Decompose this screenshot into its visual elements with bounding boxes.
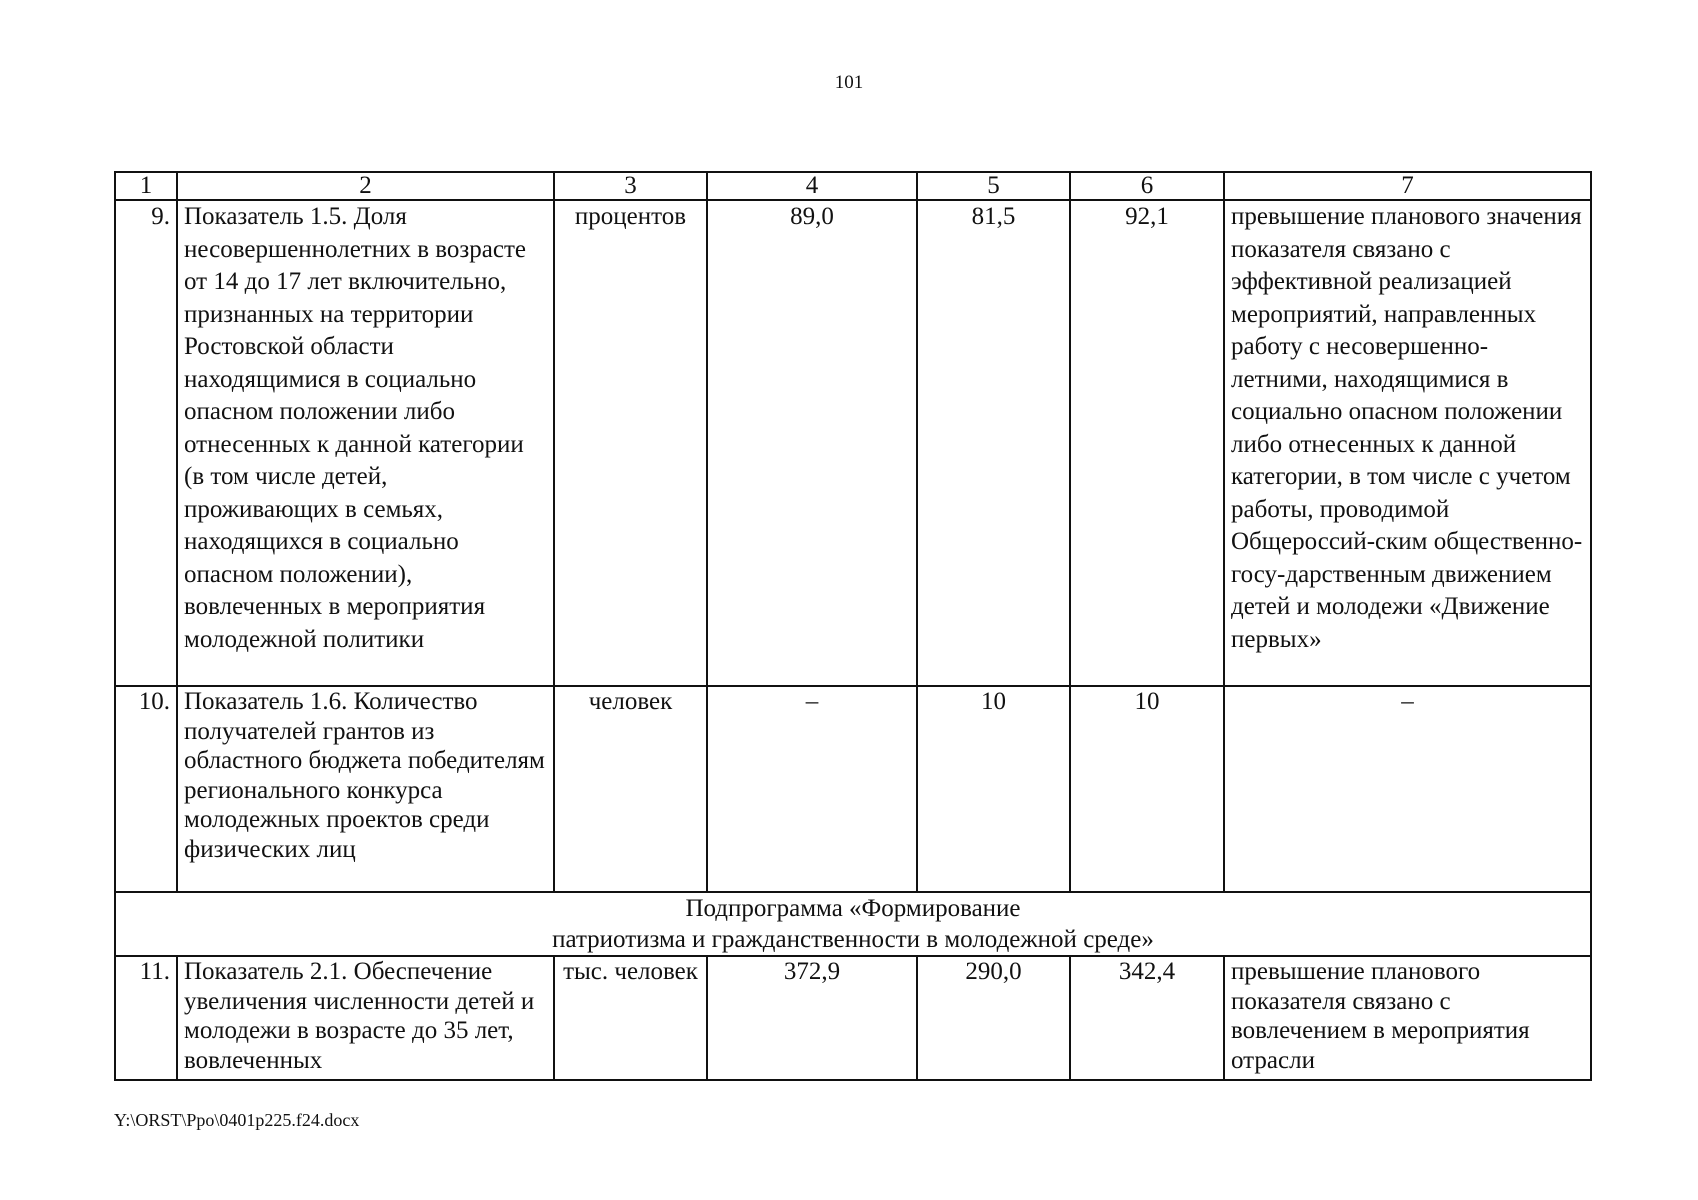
header-cell-4: 4	[707, 172, 917, 200]
column-number-row	[115, 172, 1591, 200]
header-cell-1: 1	[115, 172, 177, 200]
value-col4: –	[707, 686, 917, 892]
footer-file-path: Y:\ORST\Ppo\0401p225.f24.docx	[114, 1110, 360, 1130]
indicator-text: Показатель 1.5. Доля несовершеннолетних в возрасте от 14 до 17 лет включительно, признанных на территории Ростовской области находящимися в социально опасном положении либо отнесенных к данной категории (в том числе детей, проживающих в семьях, находящихся в социально опасном положении), вовлеченных в мероприятия молодежной политики	[177, 200, 554, 686]
header-cell-3: 3	[554, 172, 707, 200]
table-row	[115, 200, 1591, 686]
header-cell-7: 7	[1224, 172, 1591, 200]
value-col5: 10	[917, 686, 1070, 892]
indicators-table	[114, 171, 1592, 1081]
table-row	[115, 686, 1591, 892]
table-row	[115, 956, 1591, 1080]
unit-text: человек	[554, 686, 707, 892]
header-cell-6: 6	[1070, 172, 1224, 200]
section-heading	[115, 892, 1591, 956]
unit-text: тыс. человек	[554, 956, 707, 1080]
indicator-text: Показатель 1.6. Количество получателей грантов из областного бюджета победителям регионального конкурса молодежных проектов среди физических лиц	[177, 686, 554, 892]
page-number: 101	[834, 72, 864, 93]
header-cell-2: 2	[177, 172, 554, 200]
value-col4: 89,0	[707, 200, 917, 686]
header-cell-5: 5	[917, 172, 1070, 200]
row-number: 9.	[115, 200, 177, 686]
section-row	[115, 892, 1591, 956]
value-col4: 372,9	[707, 956, 917, 1080]
value-col5: 81,5	[917, 200, 1070, 686]
value-col6: 10	[1070, 686, 1224, 892]
row-number: 11.	[115, 956, 177, 1080]
unit-text: процентов	[554, 200, 707, 686]
indicator-text: Показатель 2.1. Обеспечение увеличения численности детей и молодежи в возрасте до 35 лет, вовлеченных	[177, 956, 554, 1080]
section-heading-line-2: патриотизма и гражданственности в молодежной среде»	[552, 926, 1154, 953]
value-col5: 290,0	[917, 956, 1070, 1080]
row-number: 10.	[115, 686, 177, 892]
note-text: превышение планового показателя связано с вовлечением в мероприятия отрасли	[1224, 956, 1591, 1080]
value-col6: 342,4	[1070, 956, 1224, 1080]
note-text: –	[1224, 686, 1591, 892]
section-heading-line-1: Подпрограмма «Формирование	[685, 895, 1021, 922]
value-col6: 92,1	[1070, 200, 1224, 686]
note-text: превышение планового значения показателя связано с эффективной реализацией мероприятий, направленных работу с несовершенно-летними, находящимися в социально опасном положении либо отнесенных к данной категории, в том числе с учетом работы, проводимой Общероссий-ским общественно-госу-дарственным движением детей и молодежи «Движение первых»	[1224, 200, 1591, 686]
